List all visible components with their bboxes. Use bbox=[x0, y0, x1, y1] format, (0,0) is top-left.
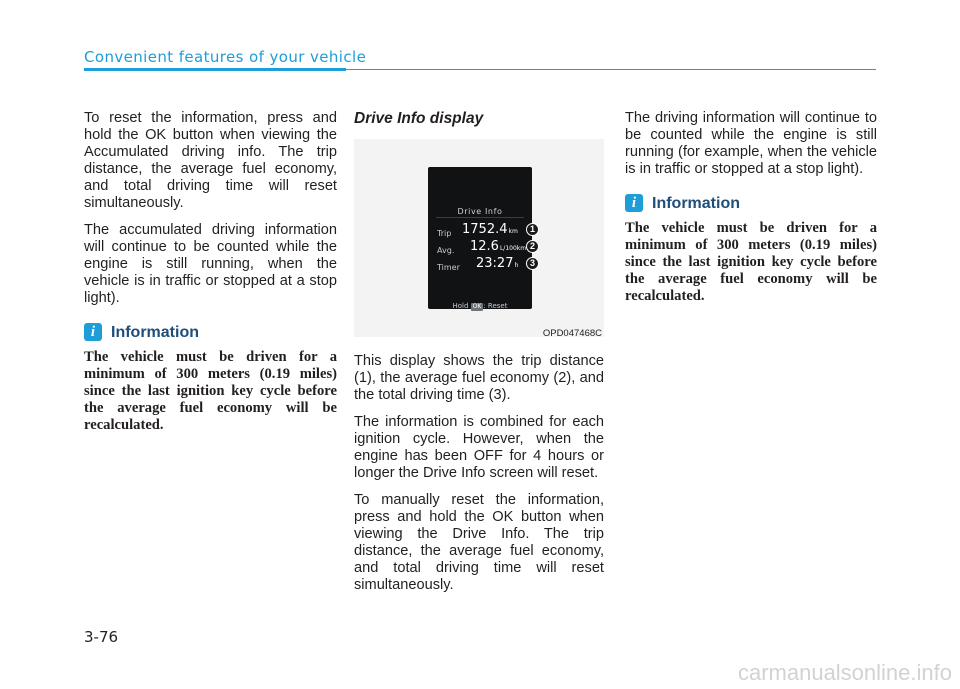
info-heading bbox=[84, 323, 337, 341]
callout-marker-2: 2 bbox=[526, 240, 539, 253]
hold-reset-hint: Hold OK : Reset bbox=[452, 302, 508, 310]
trip-unit: km bbox=[508, 228, 518, 235]
column-middle bbox=[354, 110, 604, 604]
drive-info-title: Drive Info display bbox=[354, 110, 484, 127]
column-left bbox=[84, 110, 337, 444]
column-right bbox=[625, 110, 877, 315]
info-i-icon: i bbox=[625, 194, 643, 212]
info-i-icon: i bbox=[84, 323, 102, 341]
timer-unit: h bbox=[514, 262, 519, 269]
section-header: Convenient features of your vehicle bbox=[84, 48, 367, 66]
continue-paragraph: The driving information will continue to be counted while the engine is still running (for example, when the vehicle is in traffic or stopped at a stop light). bbox=[625, 110, 877, 177]
screen-title: Drive Info bbox=[457, 207, 503, 216]
header-accent-bar bbox=[84, 68, 346, 71]
watermark: carmanualsonline.info bbox=[737, 660, 952, 685]
callout-marker-3: 3 bbox=[526, 257, 539, 270]
display-paragraph: This display shows the trip distance (1), the average fuel economy (2), and the total driving time (3). bbox=[354, 353, 604, 403]
avg-unit: L/100km bbox=[499, 245, 527, 252]
timer-label: Timer bbox=[437, 263, 460, 272]
info-heading-label: Information bbox=[652, 194, 740, 212]
cluster-screen bbox=[428, 167, 532, 309]
page-number: 3-76 bbox=[84, 628, 119, 646]
figure-code: OPD047468C bbox=[542, 328, 602, 339]
callout-marker-1: 1 bbox=[526, 223, 539, 236]
reset-paragraph: To reset the information, press and hold the OK button when viewing the Accumulated driving info. The trip distance, the average fuel economy, and total driving time will reset simultaneously. bbox=[84, 110, 337, 211]
manual-reset-paragraph: To manually reset the information, press and hold the OK button when viewing the Drive Info. The trip distance, the average fuel economy, and total driving time will reset simultaneously. bbox=[354, 492, 604, 593]
ok-key-icon: OK bbox=[472, 303, 482, 310]
trip-value: 1752.4km bbox=[462, 222, 518, 237]
info-heading-right bbox=[625, 194, 877, 212]
trip-label: Trip bbox=[437, 229, 452, 238]
accumulated-paragraph: The accumulated driving information will continue to be counted while the engine is still running, when the vehicle is in traffic or stopped at a stop light). bbox=[84, 222, 337, 306]
avg-value: 12.6L/100km bbox=[470, 239, 527, 254]
info-heading-label: Information bbox=[111, 323, 199, 341]
header-rule bbox=[346, 69, 876, 70]
ignition-paragraph: The information is combined for each ignition cycle. However, when the engine has been OFF for 4 hours or longer the Drive Info screen will reset. bbox=[354, 414, 604, 481]
screen-divider bbox=[436, 217, 524, 218]
avg-label: Avg. bbox=[437, 246, 455, 255]
timer-value: 23:27h bbox=[476, 256, 519, 271]
drive-info-figure bbox=[354, 139, 604, 337]
info-body: The vehicle must be driven for a minimum of 300 meters (0.19 miles) since the last ignition key cycle before the average fuel economy will be recalculated. bbox=[84, 349, 337, 433]
info-body-right: The vehicle must be driven for a minimum of 300 meters (0.19 miles) since the last ignition key cycle before the average fuel economy will be recalculated. bbox=[625, 220, 877, 304]
